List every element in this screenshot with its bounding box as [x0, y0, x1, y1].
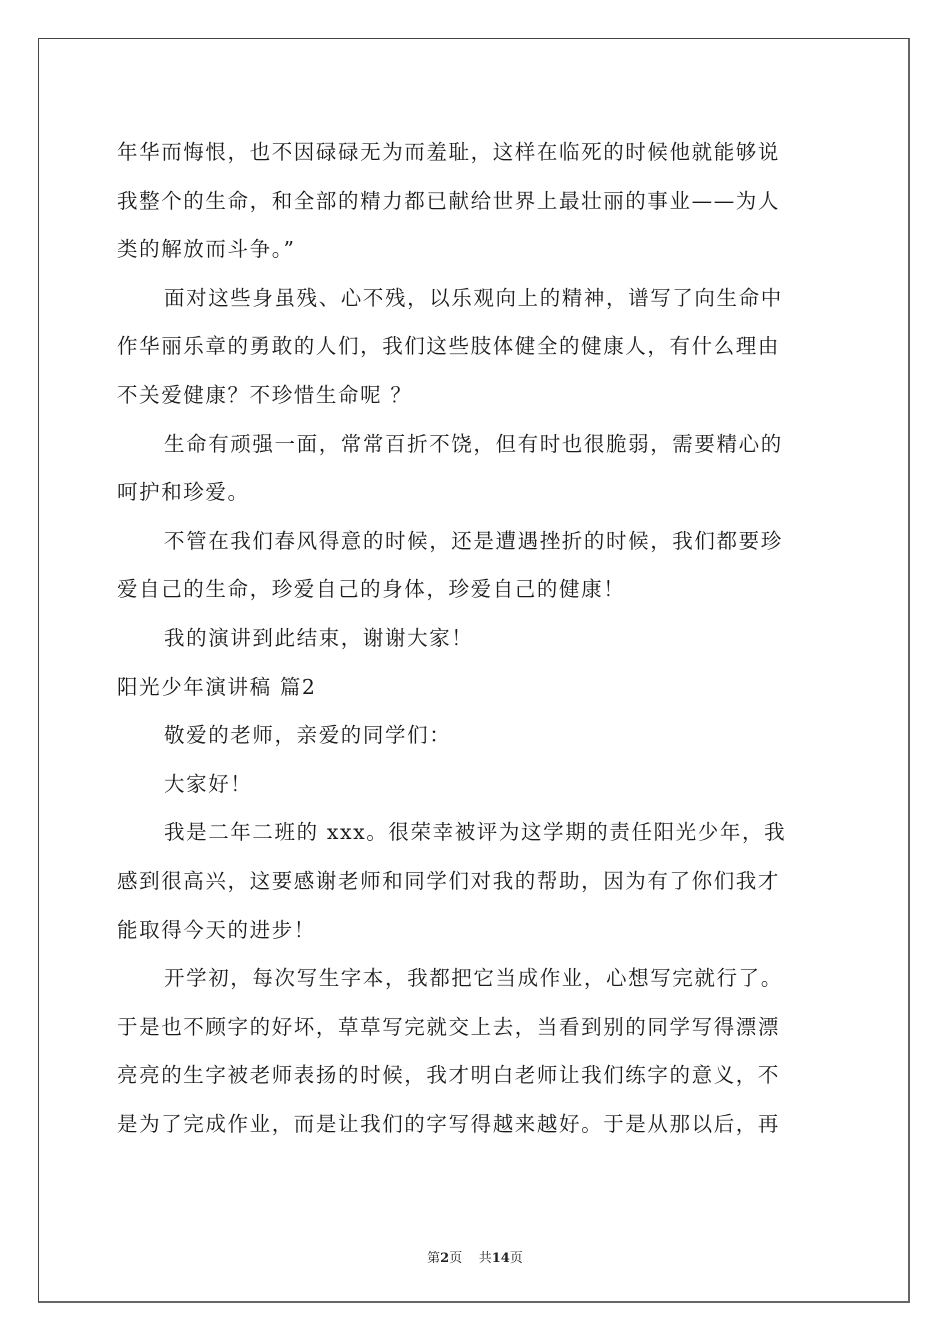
text-line: 能取得今天的进步！ — [117, 917, 316, 942]
page-number: 2 — [440, 1251, 450, 1266]
paragraph-start: 生命有顽强一面，常常百折不饶，但有时也很脆弱，需要精心的 — [164, 431, 783, 456]
text-line: 感到很高兴，这要感谢老师和同学们对我的帮助，因为有了你们我才 — [117, 868, 780, 893]
page-prefix: 第 — [427, 1251, 441, 1266]
text-line: 于是也不顾字的好坏，草草写完就交上去，当看到别的同学写得漂漂 — [117, 1014, 780, 1039]
paragraph-start: 不管在我们春风得意的时候，还是遭遇挫折的时候，我们都要珍 — [164, 528, 783, 553]
page-footer — [0, 1247, 950, 1266]
total-suffix: 页 — [509, 1251, 523, 1266]
paragraph-start: 我的演讲到此结束，谢谢大家！ — [164, 625, 474, 650]
paragraph-start: 开学初，每次写生字本，我都把它当成作业，心想写完就行了。 — [164, 966, 783, 991]
paragraph-start: 面对这些身虽残、心不残，以乐观向上的精神，谱写了向生命中 — [164, 285, 783, 310]
greeting: 大家好！ — [164, 771, 253, 796]
total-prefix: 共 — [478, 1251, 492, 1266]
section-heading: 阳光少年演讲稿 篇2 — [117, 674, 317, 699]
text-line: 年华而悔恨，也不因碌碌无为而羞耻，这样在临死的时候他就能够说 — [117, 140, 780, 164]
text-line: 亮亮的生字被老师表扬的时候，我才明白老师让我们练字的意义，不 — [117, 1063, 780, 1088]
text-line: 不关爱健康？不珍惜生命呢 ？ — [117, 382, 413, 407]
text-line: 是为了完成作业，而是让我们的字写得越来越好。于是从那以后，再 — [117, 1111, 780, 1136]
text-line: 作华丽乐章的勇敢的人们，我们这些肢体健全的健康人，有什么理由 — [117, 334, 780, 359]
text-line: 呵护和珍爱。 — [117, 480, 250, 505]
document-body — [117, 128, 835, 1148]
text-line: 我整个的生命，和全部的精力都已献给世界上最壮丽的事业——为人 — [117, 188, 780, 213]
text-line: 类的解放而斗争。” — [117, 237, 296, 262]
paragraph-start: 我是二年二班的 xxx。很荣幸被评为这学期的责任阳光少年，我 — [164, 820, 787, 845]
salutation: 敬爱的老师，亲爱的同学们： — [164, 723, 452, 748]
page-suffix: 页 — [449, 1251, 463, 1266]
text-line: 爱自己的生命，珍爱自己的身体，珍爱自己的健康！ — [117, 577, 626, 602]
total-pages: 14 — [491, 1251, 510, 1266]
